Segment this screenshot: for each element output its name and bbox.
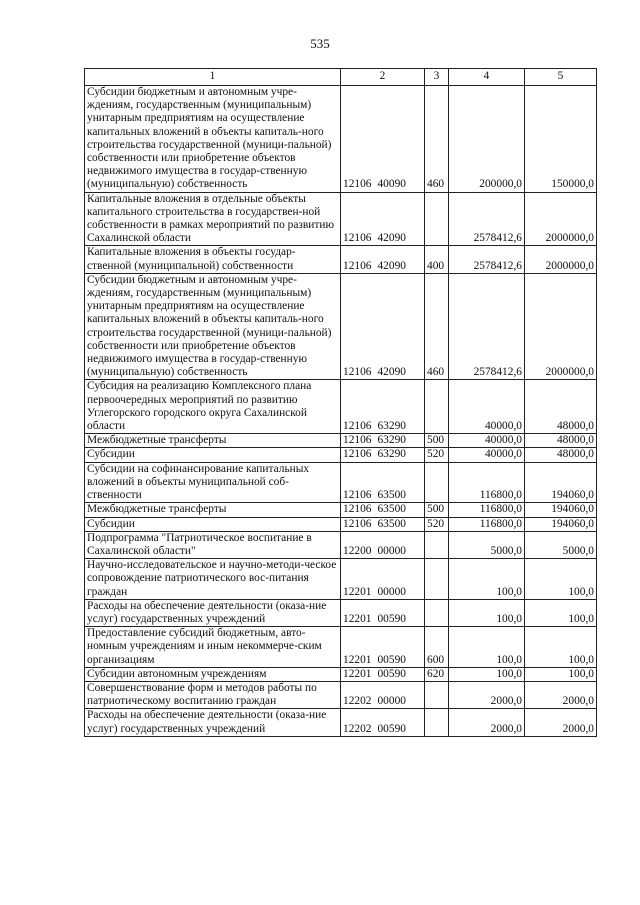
row-amount-col4: 2578412,6: [449, 273, 525, 380]
column-header-1: 1: [85, 69, 341, 86]
table-row: [85, 531, 597, 558]
row-amount-col4: 100,0: [449, 559, 525, 600]
row-expense-type: 400: [425, 246, 449, 273]
row-code-direction: 42090: [377, 259, 406, 272]
row-code-direction: 00000: [377, 544, 406, 557]
row-code: [341, 448, 425, 462]
row-name: Капитальные вложения в отдельные объекты капитального строительства в государствен-ной собственности в рамках мероприятий по развитию Сахалинской области: [85, 192, 341, 246]
row-amount-col5: 194060,0: [525, 517, 597, 531]
row-name: Предоставление субсидий бюджетным, авто-номным учреждениям и иным некоммерче-ским организациям: [85, 627, 341, 668]
row-code-program: 12200: [343, 544, 372, 557]
row-amount-col5: 194060,0: [525, 503, 597, 517]
row-name: Расходы на обеспечение деятельности (оказа-ние услуг) государственных учреждений: [85, 709, 341, 736]
row-code: [341, 434, 425, 448]
row-code-direction: 00590: [377, 653, 406, 666]
row-name: Субсидия на реализацию Комплексного плана первоочередных мероприятий по развитию Углегорского городского округа Сахалинской области: [85, 380, 341, 434]
row-amount-col4: 100,0: [449, 667, 525, 681]
table-row: [85, 462, 597, 503]
row-expense-type: 520: [425, 448, 449, 462]
row-amount-col4: 5000,0: [449, 531, 525, 558]
table-row: [85, 273, 597, 380]
row-expense-type: [425, 192, 449, 246]
row-expense-type: [425, 599, 449, 626]
table-row: [85, 448, 597, 462]
row-code-direction: 00000: [377, 695, 406, 708]
row-code-direction: 00590: [377, 667, 406, 680]
row-code: [341, 627, 425, 668]
row-name: Субсидии: [85, 517, 341, 531]
row-code-direction: 40090: [377, 178, 406, 191]
row-amount-col5: 48000,0: [525, 448, 597, 462]
row-name: Научно-исследовательское и научно-методи-ческое сопровождение патриотического вос-питания граждан: [85, 559, 341, 600]
row-code-program: 12202: [343, 722, 372, 735]
row-code-direction: 63500: [377, 517, 406, 530]
row-code: [341, 599, 425, 626]
row-amount-col4: 116800,0: [449, 503, 525, 517]
budget-table: [84, 68, 597, 737]
row-expense-type: [425, 559, 449, 600]
row-code: [341, 503, 425, 517]
row-amount-col4: 116800,0: [449, 517, 525, 531]
row-amount-col5: 150000,0: [525, 86, 597, 193]
row-code-direction: 63500: [377, 489, 406, 502]
row-code: [341, 86, 425, 193]
row-amount-col5: 48000,0: [525, 380, 597, 434]
row-name: Субсидии на софинансирование капитальных вложений в объекты муниципальной соб-ственности: [85, 462, 341, 503]
row-amount-col5: 2000,0: [525, 681, 597, 708]
row-expense-type: [425, 462, 449, 503]
row-code-direction: 63290: [377, 434, 406, 447]
row-name: Расходы на обеспечение деятельности (оказа-ние услуг) государственных учреждений: [85, 599, 341, 626]
row-amount-col5: 2000000,0: [525, 246, 597, 273]
row-code-direction: 63500: [377, 503, 406, 516]
row-amount-col4: 40000,0: [449, 434, 525, 448]
row-expense-type: 460: [425, 86, 449, 193]
row-expense-type: 460: [425, 273, 449, 380]
row-name: Субсидии автономным учреждениям: [85, 667, 341, 681]
row-amount-col4: 100,0: [449, 599, 525, 626]
row-code-direction: 00590: [377, 722, 406, 735]
column-header-3: 3: [425, 69, 449, 86]
row-name: Субсидии бюджетным и автономным учре-ждениям, государственным (муниципальным) унитарным предприятиям на осуществление капитальных вложений в объекты капиталь-ного строительства государственной (муници-пальной) собственности или приобретение объектов недвижимого имущества в государ-ственную (муниципальную) собственность: [85, 273, 341, 380]
row-amount-col5: 2000000,0: [525, 273, 597, 380]
table-row: [85, 627, 597, 668]
row-code: [341, 273, 425, 380]
row-expense-type: 500: [425, 434, 449, 448]
row-expense-type: [425, 531, 449, 558]
row-expense-type: 620: [425, 667, 449, 681]
row-expense-type: [425, 681, 449, 708]
row-code-program: 12106: [343, 503, 372, 516]
row-code-program: 12201: [343, 667, 372, 680]
column-header-2: 2: [341, 69, 425, 86]
row-name: Межбюджетные трансферты: [85, 434, 341, 448]
row-amount-col4: 40000,0: [449, 448, 525, 462]
row-code-program: 12106: [343, 366, 372, 379]
row-code-program: 12201: [343, 612, 372, 625]
row-expense-type: [425, 709, 449, 736]
row-name: Субсидии: [85, 448, 341, 462]
row-code-program: 12106: [343, 434, 372, 447]
table-row: [85, 86, 597, 193]
table-row: [85, 599, 597, 626]
row-code-program: 12201: [343, 653, 372, 666]
row-code: [341, 380, 425, 434]
row-amount-col5: 100,0: [525, 559, 597, 600]
row-amount-col4: 2578412,6: [449, 246, 525, 273]
table-row: [85, 380, 597, 434]
row-amount-col4: 116800,0: [449, 462, 525, 503]
row-amount-col5: 5000,0: [525, 531, 597, 558]
row-code-direction: 42090: [377, 232, 406, 245]
table-row: [85, 246, 597, 273]
row-amount-col4: 200000,0: [449, 86, 525, 193]
row-code-program: 12106: [343, 489, 372, 502]
row-name: Совершенствование форм и методов работы по патриотическому воспитанию граждан: [85, 681, 341, 708]
row-amount-col5: 100,0: [525, 599, 597, 626]
row-expense-type: 500: [425, 503, 449, 517]
row-code: [341, 462, 425, 503]
row-code: [341, 559, 425, 600]
row-amount-col5: 2000,0: [525, 709, 597, 736]
row-code-program: 12106: [343, 178, 372, 191]
row-name: Подпрограмма "Патриотическое воспитание в Сахалинской области": [85, 531, 341, 558]
row-amount-col5: 2000000,0: [525, 192, 597, 246]
row-code-direction: 00000: [377, 585, 406, 598]
table-row: [85, 192, 597, 246]
row-code-program: 12201: [343, 585, 372, 598]
table-row: [85, 559, 597, 600]
row-code-program: 12106: [343, 259, 372, 272]
row-code-direction: 63290: [377, 420, 406, 433]
row-expense-type: [425, 380, 449, 434]
row-amount-col4: 2000,0: [449, 681, 525, 708]
row-code-program: 12106: [343, 420, 372, 433]
row-amount-col5: 100,0: [525, 667, 597, 681]
row-amount-col4: 2000,0: [449, 709, 525, 736]
row-amount-col4: 2578412,6: [449, 192, 525, 246]
row-code-direction: 00590: [377, 612, 406, 625]
row-code-direction: 42090: [377, 366, 406, 379]
row-amount-col5: 194060,0: [525, 462, 597, 503]
row-code: [341, 531, 425, 558]
row-code-direction: 63290: [377, 448, 406, 461]
row-name: Капитальные вложения в объекты государ-ственной (муниципальной) собственности: [85, 246, 341, 273]
row-code: [341, 681, 425, 708]
row-code-program: 12106: [343, 448, 372, 461]
row-name: Межбюджетные трансферты: [85, 503, 341, 517]
table-header-row: [85, 69, 597, 86]
table-row: [85, 503, 597, 517]
row-code-program: 12106: [343, 517, 372, 530]
row-code-program: 12202: [343, 695, 372, 708]
table-row: [85, 434, 597, 448]
column-header-4: 4: [449, 69, 525, 86]
row-code: [341, 517, 425, 531]
row-expense-type: 600: [425, 627, 449, 668]
table-row: [85, 709, 597, 736]
table-row: [85, 681, 597, 708]
table-row: [85, 517, 597, 531]
row-amount-col4: 40000,0: [449, 380, 525, 434]
row-amount-col4: 100,0: [449, 627, 525, 668]
row-code: [341, 246, 425, 273]
row-amount-col5: 48000,0: [525, 434, 597, 448]
page-number: 535: [310, 36, 330, 51]
row-expense-type: 520: [425, 517, 449, 531]
row-code: [341, 667, 425, 681]
row-code: [341, 192, 425, 246]
column-header-5: 5: [525, 69, 597, 86]
row-code-program: 12106: [343, 232, 372, 245]
row-code: [341, 709, 425, 736]
row-amount-col5: 100,0: [525, 627, 597, 668]
row-name: Субсидии бюджетным и автономным учре-ждениям, государственным (муниципальным) унитарным предприятиям на осуществление капитальных вложений в объекты капиталь-ного строительства государственной (муници-пальной) собственности или приобретение объектов недвижимого имущества в государ-ственную (муниципальную) собственность: [85, 86, 341, 193]
table-row: [85, 667, 597, 681]
